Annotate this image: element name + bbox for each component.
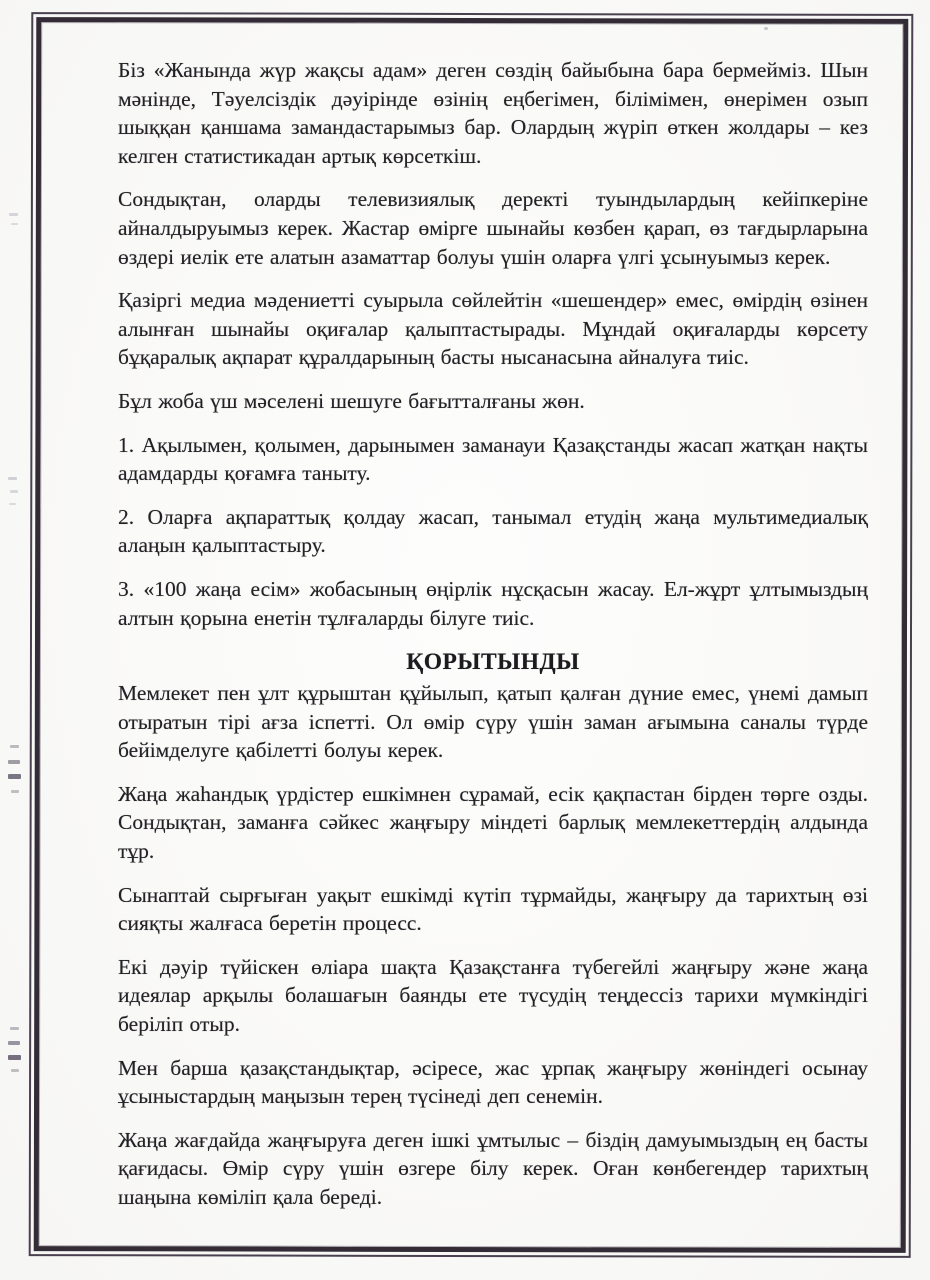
scan-smudge — [8, 774, 21, 779]
intro-paragraph-2: Сондықтан, оларды телевизиялық деректі туындылардың кейіпкеріне айналдыруымыз керек. Жастар өмірге шынайы көзбен қарап, өз тағдырларына өздері иелік ете алатын азаматтар болуы үшін оларға үлгі ұсынуымыз керек. — [118, 187, 868, 269]
scan-smudge — [8, 1055, 21, 1060]
scan-smudge — [8, 477, 17, 480]
scan-smudge — [11, 790, 19, 793]
scan-smudge — [11, 223, 18, 225]
conclusion-paragraph-4: Екі дәуір түйіскен өліара шақта Қазақстанға түбегейлі жаңғыру және жаңа идеялар арқылы болашағын баянды ете түсудің теңдессіз тарихи мүмкіндігі беріліп отыр. — [118, 954, 868, 1037]
numbered-item-1: 1. Ақылымен, қолымен, дарынымен заманауи Қазақстанды жасап жатқан нақты адамдарды қоғамға таныту. — [118, 432, 868, 486]
intro-paragraph-4: Бұл жоба үш мәселені шешуге бағытталғаны жөн. — [118, 388, 585, 413]
scan-smudge — [11, 1069, 19, 1072]
scan-smudge — [10, 745, 19, 748]
conclusion-paragraph-5: Мен барша қазақстандықтар, әсіресе, жас ұрпақ жаңғыру жөніндегі осынау ұсыныстардың маңызын терең түсінеді деп сенемін. — [118, 1055, 868, 1109]
conclusion-heading: ҚОРЫТЫНДЫ — [406, 649, 580, 676]
scan-smudge — [8, 760, 20, 764]
scan-smudge — [10, 490, 18, 493]
numbered-item-3: 3. «100 жаңа есім» жобасының өңірлік нұсқасын жасау. Ел-жұрт ұлтымыздың алтын қорына енетін тұлғаларды білуге тиіс. — [118, 576, 868, 630]
scan-smudge — [9, 213, 18, 216]
numbered-item-2: 2. Оларға ақпараттық қолдау жасап, танымал етудің жаңа мультимедиалық алаңын қалыптастыру. — [118, 504, 868, 558]
conclusion-paragraph-1: Мемлекет пен ұлт құрыштан құйылып, қатып қалған дүние емес, үнемі дамып отыратын тірі ағза іспетті. Ол өмір сүру үшін заман ағымына саналы түрде бейімделуге қабілетті болуы керек. — [118, 681, 868, 763]
document-body — [118, 56, 868, 1227]
conclusion-paragraph-3: Сынаптай сырғыған уақыт ешкімді күтіп тұрмайды, жаңғыру да тарихтың өзі сияқты жалғаса беретін процесс. — [118, 882, 868, 936]
conclusion-paragraph-6: Жаңа жағдайда жаңғыруға деген ішкі ұмтылыс – біздің дамуымыздың ең басты қағидасы. Өмір сүру үшін өзгере білу керек. Оған көнбегендер тарихтың шаңына көміліп қала береді. — [118, 1127, 868, 1209]
scan-smudge — [10, 1027, 19, 1030]
scan-smudge — [9, 503, 16, 505]
intro-paragraph-3: Қазіргі медиа мәдениетті суырыла сөйлейтін «шешендер» емес, өмірдің өзінен алынған шынайы оқиғалар қалыптастырады. Мұндай оқиғаларды көрсету бұқаралық ақпарат құралдарының басты нысанасына айналуға тиіс. — [118, 288, 868, 370]
conclusion-paragraph-2: Жаңа жаһандық үрдістер ешкімнен сұрамай, есік қақпастан бірден төрге озды. Сондықтан, заманға сәйкес жаңғыру міндеті барлық мемлекеттердің алдында тұр. — [118, 781, 868, 864]
scan-smudge — [8, 1041, 20, 1045]
intro-paragraph-1: Біз «Жанында жүр жақсы адам» деген сөздің байыбына бара бермейміз. Шын мәнінде, Тәуелсіздік дәуірінде өзінің еңбегімен, білімімен, өнерімен озып шыққан қаншама замандастарымыз бар. Олардың жүріп өткен жолдары – кез келген статистикадан артық көрсеткіш. — [118, 58, 868, 168]
